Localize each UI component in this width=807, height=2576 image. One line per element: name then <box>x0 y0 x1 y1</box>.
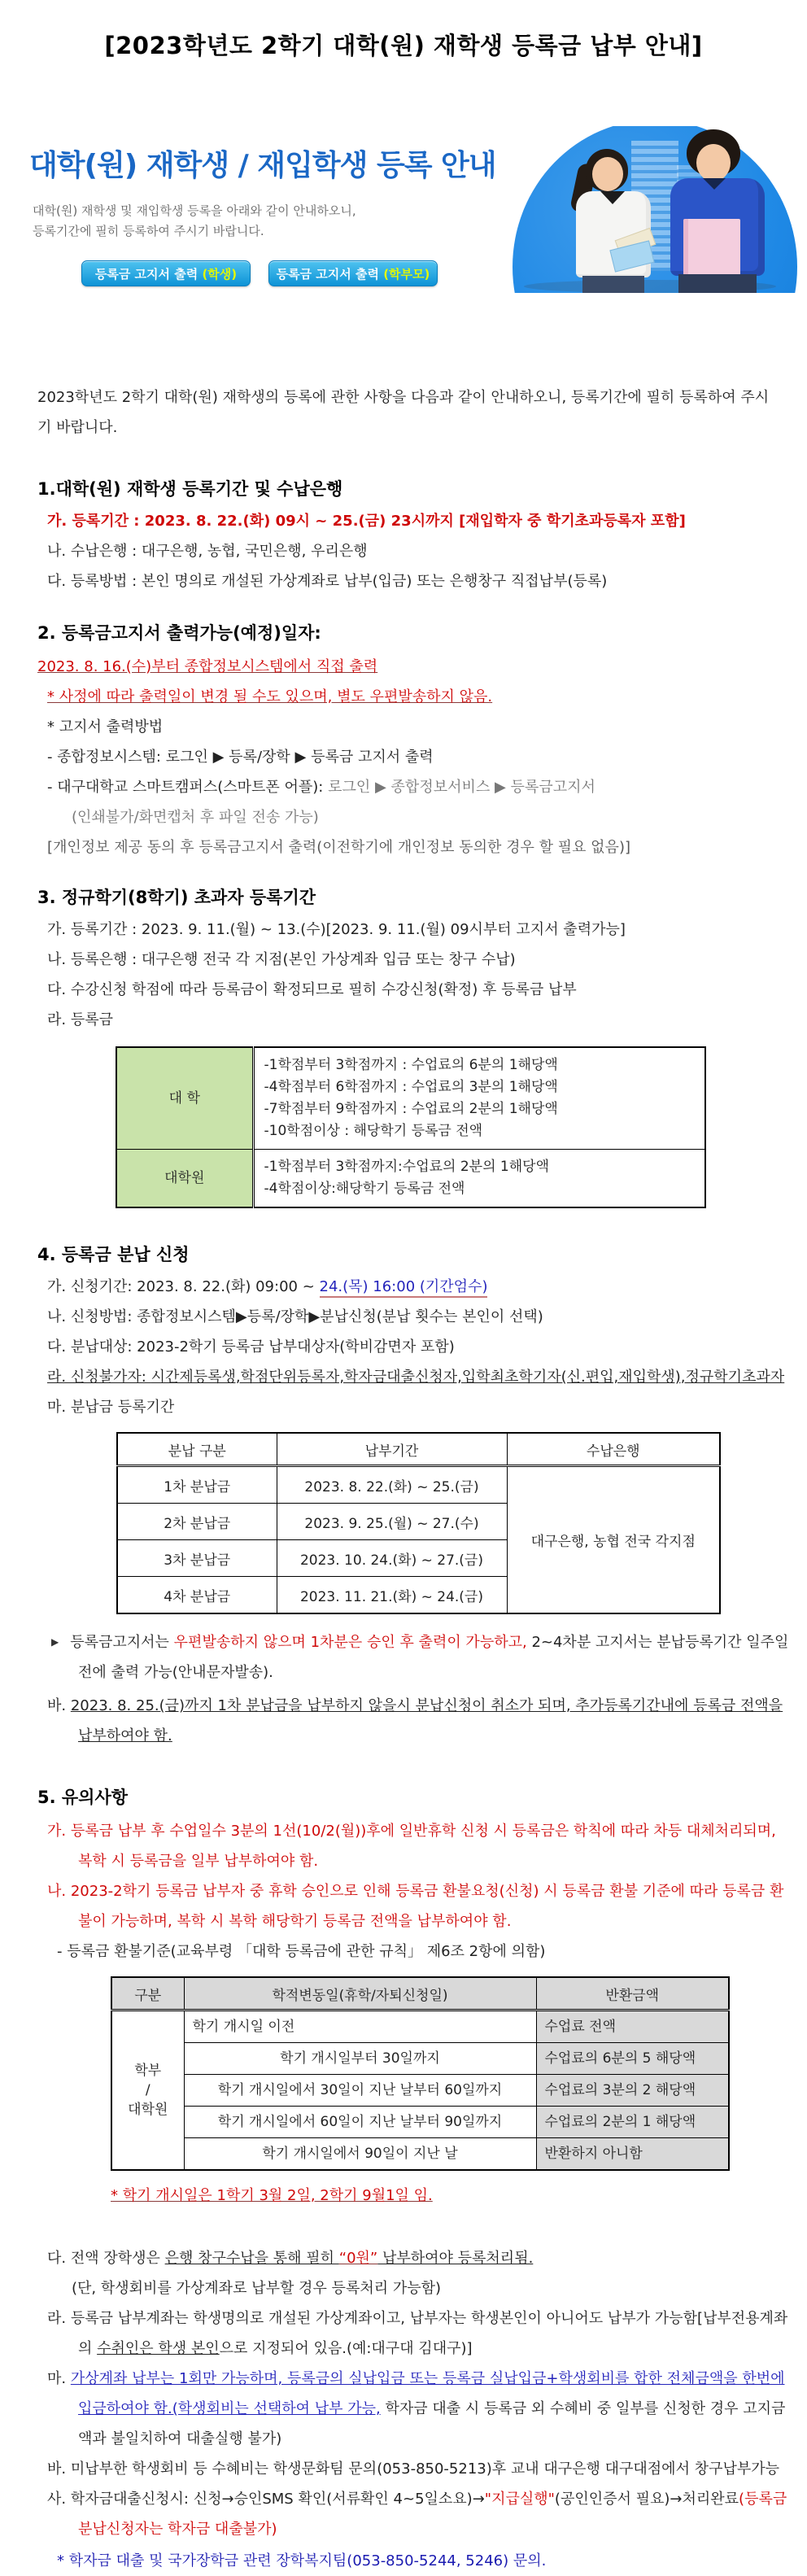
section-5-heading: 5. 유의사항 <box>37 1788 129 1807</box>
table-header-cell: 납부기간 <box>277 1433 507 1466</box>
print-bill-parent-suffix: (학부모) <box>383 267 430 282</box>
s5-item-ba: 바. 미납부한 학생회비 등 수혜비는 학생문화팀 문의(053-850-5213)후 교내 대구은행 대구대점에서 창구납부가능 <box>47 2460 780 2478</box>
s5-semester-start-note: * 학기 개시일은 1학기 3월 2일, 2학기 9월1일 임. <box>111 2187 433 2204</box>
s5-scholarship-contact: * 학자금 대출 및 국가장학금 관련 장학복지팀(053-850-5244, 5246) 문의. <box>57 2552 547 2569</box>
table-cell: 학기 개시일에서 60일이 지난 날부터 90일까지 <box>184 2107 536 2138</box>
refund-table <box>111 1976 730 2171</box>
s5-item-sa: 사. 학자금대출신청시: 신청→승인SMS 확인(서류확인 4~5일소요)→"지급실행"(공인인증서 필요)→처리완료(등록금 분납신청자는 학자금 대출불가) <box>47 2491 787 2538</box>
s5-item-da: 다. 전액 장학생은 은행 창구수납을 통해 필히 “0원” 납부하여야 등록처리됨. <box>47 2250 534 2267</box>
document-body <box>0 382 807 2576</box>
table-cell: 학부 / 대학원 <box>111 2011 184 2171</box>
table-header-cell: 분납 구분 <box>117 1433 277 1466</box>
table-header-cell: 구분 <box>111 1977 184 2011</box>
print-bill-student-suffix: (학생) <box>202 267 238 282</box>
section-1-heading: 1.대학(원) 재학생 등록기간 및 수납은행 <box>37 479 343 499</box>
banner-title: 대학(원) 재학생 / 재입학생 등록 안내 <box>29 149 496 182</box>
section-3-heading: 3. 정규학기(8학기) 초과자 등록기간 <box>37 888 316 907</box>
s4-bullet-note: ▶ 등록금고지서는 우편발송하지 않으며 1차분은 승인 후 출력이 가능하고, 2~4차분 고지서는 분납등록기간 일주일 전에 출력 가능(안내문자발송). <box>51 1634 789 1681</box>
banner <box>8 126 799 293</box>
print-bill-student-label: 등록금 고지서 출력 <box>94 267 203 282</box>
banner-subtitle-line1: 대학(원) 재학생 및 재입학생 등록을 아래와 같이 안내하오니, <box>33 203 356 218</box>
banner-subtitle <box>33 201 356 242</box>
table-row <box>117 1466 720 1504</box>
banner-subtitle-line2: 등록기간에 필히 등록하여 주시기 바랍니다. <box>33 224 264 238</box>
table-row <box>111 2043 729 2075</box>
print-bill-student-button[interactable] <box>81 260 251 286</box>
s5-item-ga: 가. 등록금 납부 후 수업일수 3분의 1선(10/2(월))후에 일반휴학 신청 시 등록금은 학칙에 따라 차등 대체처리되며, 복학 시 등록금을 일부 납부하여야 함. <box>47 1823 776 1870</box>
table-row <box>116 1047 705 1150</box>
s4-item-ga: 가. 신청기간: 2023. 8. 22.(화) 09:00 ~ 24.(목) 16:00 (기간엄수) <box>0 1272 791 1302</box>
s2-print-method: * 고지서 출력방법 <box>47 718 164 736</box>
table-cell: 2023. 8. 22.(화) ~ 25.(금) <box>277 1466 507 1504</box>
s5-item-na: 나. 2023-2학기 등록금 납부자 중 휴학 승인으로 인해 등록금 환불요청(신청) 시 등록금 환불 기준에 따라 등록금 환불이 가능하며, 복학 시 복학 해당학기 등록금 전액을 납부하여야 함. <box>47 1883 784 1930</box>
table-row <box>111 2107 729 2138</box>
banner-buttons <box>81 260 438 286</box>
s1-item-na: 나. 수납은행 : 대구은행, 농협, 국민은행, 우리은행 <box>47 543 368 560</box>
table-header-cell: 반환금액 <box>536 1977 729 2011</box>
table-row <box>111 2138 729 2171</box>
table-cell: 대구은행, 농협 전국 각지점 <box>507 1466 720 1614</box>
s5-item-ma: 마. 가상계좌 납부는 1회만 가능하며, 등록금의 실납입금 또는 등록금 실납입금+학생회비를 합한 전체금액을 한번에 입금하여야 함.(학생회비는 선택하여 납부 가능, 학자금 대출 시 등록금 외 수혜비 중 일부를 신청한 경우 고지금액과 불일치하여 대출실행 불가) <box>47 2370 786 2447</box>
table-header-cell: 학적변동일(휴학/자퇴신청일) <box>184 1977 536 2011</box>
table-cell: -1학점부터 3학점까지 : 수업료의 6분의 1해당액 -4학점부터 6학점까지 : 수업료의 3분의 1해당액 -7학점부터 9학점까지 : 수업료의 2분의 1해당액 -10학점이상 : 해당학기 등록금 전액 <box>253 1047 705 1150</box>
s4-item-na: 나. 신청방법: 종합정보시스템▶등록/장학▶분납신청(분납 횟수는 본인이 선택) <box>47 1308 543 1325</box>
table-cell: 수업료의 6분의 5 해당액 <box>536 2043 729 2075</box>
section-2-heading: 2. 등록금고지서 출력가능(예정)일자: <box>37 623 321 643</box>
s2-note-change: * 사정에 따라 출력일이 변경 될 수도 있으며, 별도 우편발송하지 않음. <box>47 688 493 705</box>
s2-path-note: (인쇄불가/화면캡처 후 파일 전송 가능) <box>72 809 319 826</box>
s4-item-da: 다. 분납대상: 2023-2학기 등록금 납부대상자(학비감면자 포함) <box>47 1338 455 1356</box>
s1-item-da: 다. 등록방법 : 본인 명의로 개설된 가상계좌로 납부(입금) 또는 은행창구 직접납부(등록) <box>47 573 608 590</box>
print-bill-parent-button[interactable] <box>268 260 438 286</box>
table-cell: 2차 분납금 <box>117 1504 277 1540</box>
table-row <box>111 2011 729 2043</box>
student-boy-illustration <box>656 129 778 293</box>
student-girl-illustration <box>565 149 662 293</box>
s3-item-ga: 가. 등록기간 : 2023. 9. 11.(월) ~ 13.(수)[2023. 9. 11.(월) 09시부터 고지서 출력가능] <box>47 921 626 938</box>
page-title: [2023학년도 2학기 대학(원) 재학생 등록금 납부 안내] <box>104 32 703 59</box>
s2-print-date: 2023. 8. 16.(수)부터 종합정보시스템에서 직접 출력 <box>37 658 378 675</box>
table-cell: 학기 개시일부터 30일까지 <box>184 2043 536 2075</box>
installment-schedule-table <box>116 1432 721 1614</box>
table-cell: 학기 개시일에서 90일이 지난 날 <box>184 2138 536 2171</box>
table-cell: 2023. 9. 25.(월) ~ 27.(수) <box>277 1504 507 1540</box>
s4-item-ba: 바. 2023. 8. 25.(금)까지 1차 분납금을 납부하지 않을시 분납신청이 취소가 되며, 추가등록기간내에 등록금 전액을 납부하여야 함. <box>47 1697 783 1744</box>
table-cell: 4차 분납금 <box>117 1577 277 1614</box>
table-cell: 대학원 <box>116 1150 253 1208</box>
table-cell: 학기 개시일 이전 <box>184 2011 536 2043</box>
table-cell: 대 학 <box>116 1047 253 1150</box>
s4-item-ra: 라. 신청불가자: 시간제등록생,학점단위등록자,학자금대출신청자,입학최초학기자(신.편입,재입학생),정규학기초과자 <box>47 1369 785 1386</box>
s3-item-da: 다. 수강신청 학점에 따라 등록금이 확정되므로 필히 수강신청(확정) 후 등록금 납부 <box>47 981 577 998</box>
s4-item-ma: 마. 분납금 등록기간 <box>47 1399 175 1416</box>
section-4-heading: 4. 등록금 분납 신청 <box>37 1245 190 1264</box>
table-cell: 2023. 10. 24.(화) ~ 27.(금) <box>277 1540 507 1577</box>
s1-item-ga: 가. 등록기간 : 2023. 8. 22.(화) 09시 ~ 25.(금) 23시까지 [재입학자 중 학기초과등록자 포함] <box>47 513 686 530</box>
table-cell: 학기 개시일에서 30일이 지난 날부터 60일까지 <box>184 2075 536 2107</box>
table-row <box>116 1150 705 1208</box>
s5-refund-rule: - 등록금 환불기준(교육부령 「대학 등록금에 관한 규칙」 제6조 2항에 의함) <box>57 1943 546 1960</box>
table-header-cell: 수납은행 <box>507 1433 720 1466</box>
table-cell: -1학점부터 3학점까지:수업료의 2분의 1해당액 -4학점이상:해당학기 등록금 전액 <box>253 1150 705 1208</box>
bullet-icon: ▶ <box>51 1636 59 1648</box>
print-bill-parent-label: 등록금 고지서 출력 <box>276 267 384 282</box>
table-cell: 1차 분납금 <box>117 1466 277 1504</box>
table-cell: 수업료의 3분의 2 해당액 <box>536 2075 729 2107</box>
table-cell: 반환하지 아니함 <box>536 2138 729 2171</box>
table-cell: 2023. 11. 21.(화) ~ 24.(금) <box>277 1577 507 1614</box>
s2-privacy-note: [개인정보 제공 동의 후 등록금고지서 출력(이전학기에 개인정보 동의한 경우 할 필요 없음)] <box>47 839 630 856</box>
tuition-amount-table <box>116 1046 706 1208</box>
table-cell: 수업료의 2분의 1 해당액 <box>536 2107 729 2138</box>
table-row <box>111 2075 729 2107</box>
s3-item-ra: 라. 등록금 <box>47 1011 113 1028</box>
intro-paragraph: 2023학년도 2학기 대학(원) 재학생의 등록에 관한 사항을 다음과 같이 안내하오니, 등록기간에 필히 등록하여 주시기 바랍니다. <box>37 389 770 436</box>
table-cell: 3차 분납금 <box>117 1540 277 1577</box>
s2-path-portal: - 종합정보시스템: 로그인 ▶ 등록/장학 ▶ 등록금 고지서 출력 <box>47 749 434 766</box>
s5-item-ra: 라. 등록금 납부계좌는 학생명의로 개설된 가상계좌이고, 납부자는 학생본인이 아니어도 납부가 가능함[납부전용계좌의 수취인은 학생 본인으로 지정되어 있음.(예:대구대 김대구)] <box>47 2310 788 2357</box>
table-cell: 수업료 전액 <box>536 2011 729 2043</box>
s3-item-na: 나. 등록은행 : 대구은행 전국 각 지점(본인 가상계좌 입금 또는 창구 수납) <box>47 951 516 968</box>
s5-item-da-note: (단, 학생회비를 가상계좌로 납부할 경우 등록처리 가능함) <box>72 2280 442 2297</box>
s2-path-smartcampus: - 대구대학교 스마트캠퍼스(스마트폰 어플): 로그인 ▶ 종합정보서비스 ▶ 등록금고지서 <box>47 779 595 796</box>
